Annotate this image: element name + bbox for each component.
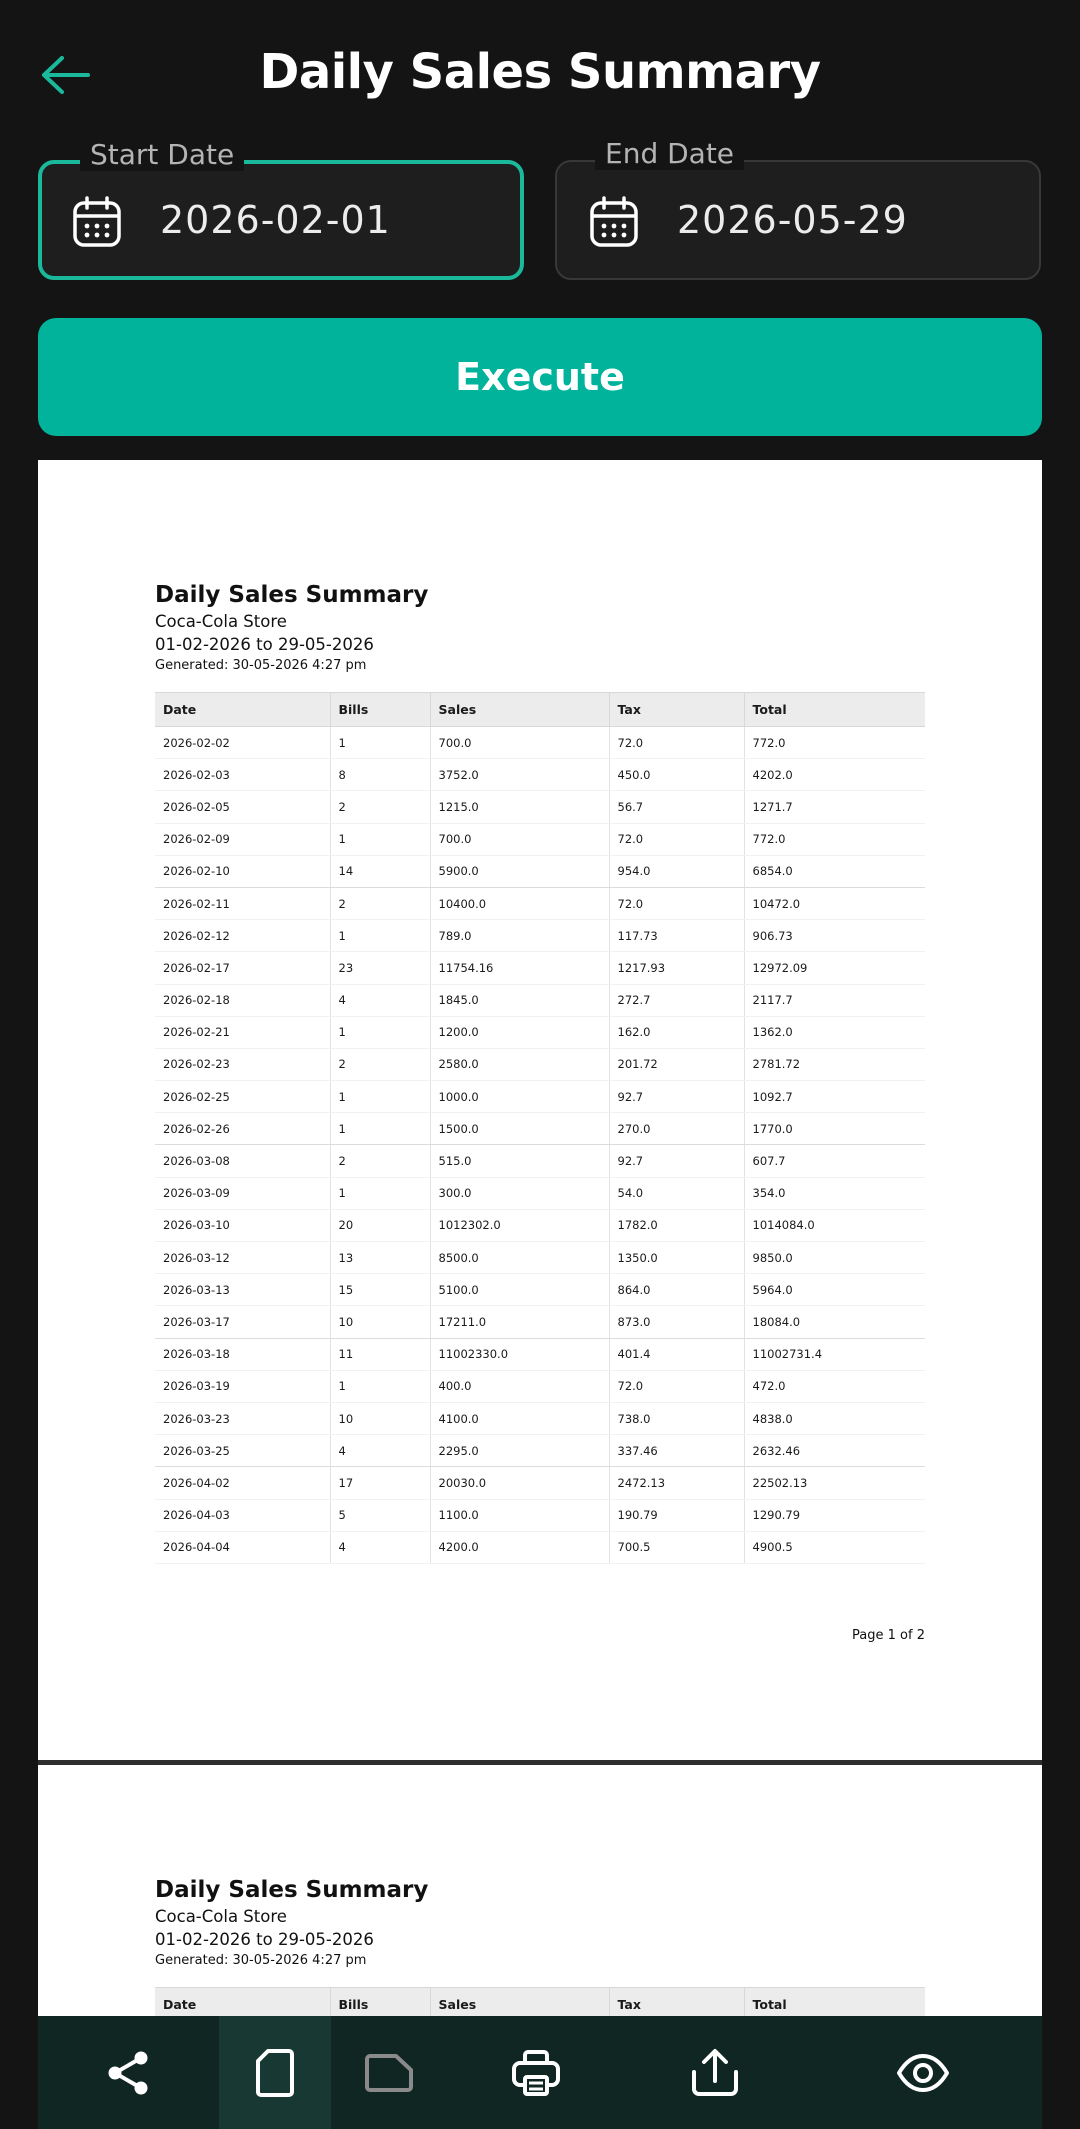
table-row: [155, 1499, 925, 1531]
preview-button[interactable]: [804, 2016, 1042, 2129]
report-generated: Generated: 30-05-2026 4:27 pm: [155, 1953, 367, 1968]
table-cell: 2026-03-18: [155, 1338, 330, 1370]
start-date-value[interactable]: 2026-02-01: [160, 198, 391, 242]
table-cell: 2632.46: [744, 1435, 925, 1467]
table-cell: 10472.0: [744, 887, 925, 919]
share-icon: [105, 2049, 153, 2097]
app-header: [0, 0, 1080, 150]
table-cell: 2026-03-17: [155, 1306, 330, 1338]
table-row: [155, 1113, 925, 1145]
table-cell: 1: [330, 1370, 430, 1402]
table-cell: 1: [330, 1177, 430, 1209]
table-cell: 1100.0: [430, 1499, 609, 1531]
table-row: [155, 1274, 925, 1306]
table-row: [155, 855, 925, 887]
table-cell: 9850.0: [744, 1242, 925, 1274]
table-cell: 300.0: [430, 1177, 609, 1209]
table-cell: 2026-03-25: [155, 1435, 330, 1467]
share-button[interactable]: [38, 2016, 219, 2129]
table-cell: 873.0: [609, 1306, 744, 1338]
table-row: [155, 1081, 925, 1113]
table-cell: 1014084.0: [744, 1209, 925, 1241]
table-cell: 2295.0: [430, 1435, 609, 1467]
table-cell: 92.7: [609, 1081, 744, 1113]
end-date-label: End Date: [595, 137, 744, 170]
table-cell: 4900.5: [744, 1531, 925, 1563]
table-cell: 201.72: [609, 1048, 744, 1080]
bottom-toolbar: [38, 2016, 1042, 2129]
table-cell: 2026-02-21: [155, 1016, 330, 1048]
table-cell: 2026-02-18: [155, 984, 330, 1016]
table-row: [155, 1145, 925, 1177]
table-cell: 270.0: [609, 1113, 744, 1145]
table-cell: 700.0: [430, 823, 609, 855]
table-cell: 162.0: [609, 1016, 744, 1048]
column-header: Tax: [609, 1988, 744, 2017]
table-row: [155, 984, 925, 1016]
table-cell: 56.7: [609, 791, 744, 823]
table-cell: 20: [330, 1209, 430, 1241]
print-button[interactable]: [446, 2016, 626, 2129]
table-cell: 515.0: [430, 1145, 609, 1177]
table-cell: 2472.13: [609, 1467, 744, 1499]
table-cell: 1770.0: [744, 1113, 925, 1145]
table-cell: 2026-02-12: [155, 920, 330, 952]
report-store: Coca-Cola Store: [155, 1907, 287, 1926]
table-cell: 11754.16: [430, 952, 609, 984]
table-cell: 1: [330, 920, 430, 952]
table-cell: 2117.7: [744, 984, 925, 1016]
table-cell: 17: [330, 1467, 430, 1499]
table-cell: 2026-03-10: [155, 1209, 330, 1241]
table-cell: 5900.0: [430, 855, 609, 887]
table-cell: 472.0: [744, 1370, 925, 1402]
table-cell: 11002731.4: [744, 1338, 925, 1370]
column-header: Total: [744, 1988, 925, 2017]
table-row: [155, 1177, 925, 1209]
table-row: [155, 1370, 925, 1402]
table-cell: 11: [330, 1338, 430, 1370]
landscape-page-icon: [364, 2053, 414, 2093]
table-cell: 2026-02-17: [155, 952, 330, 984]
table-cell: 72.0: [609, 887, 744, 919]
report-store: Coca-Cola Store: [155, 612, 287, 631]
table-cell: 400.0: [430, 1370, 609, 1402]
table-row: [155, 759, 925, 791]
table-cell: 2026-02-11: [155, 887, 330, 919]
table-cell: 1845.0: [430, 984, 609, 1016]
table-row: [155, 1048, 925, 1080]
table-cell: 272.7: [609, 984, 744, 1016]
table-cell: 2026-02-25: [155, 1081, 330, 1113]
table-cell: 5100.0: [430, 1274, 609, 1306]
table-cell: 337.46: [609, 1435, 744, 1467]
table-row: [155, 1467, 925, 1499]
table-cell: 17211.0: [430, 1306, 609, 1338]
table-cell: 2026-02-09: [155, 823, 330, 855]
table-cell: 772.0: [744, 727, 925, 759]
table-cell: 1500.0: [430, 1113, 609, 1145]
table-cell: 401.4: [609, 1338, 744, 1370]
column-header: Bills: [330, 693, 430, 727]
table-cell: 72.0: [609, 727, 744, 759]
table-cell: 2026-03-12: [155, 1242, 330, 1274]
table-cell: 1271.7: [744, 791, 925, 823]
table-cell: 1217.93: [609, 952, 744, 984]
column-header: Bills: [330, 1988, 430, 2017]
table-row: [155, 952, 925, 984]
table-cell: 2026-04-02: [155, 1467, 330, 1499]
report-title: Daily Sales Summary: [155, 582, 429, 608]
table-cell: 1092.7: [744, 1081, 925, 1113]
column-header: Date: [155, 693, 330, 727]
report-title: Daily Sales Summary: [155, 1877, 429, 1903]
calendar-icon: [589, 196, 639, 248]
table-row: [155, 887, 925, 919]
table-row: [155, 727, 925, 759]
print-icon: [511, 2049, 561, 2097]
table-cell: 1: [330, 1081, 430, 1113]
table-cell: 2026-02-26: [155, 1113, 330, 1145]
table-cell: 10: [330, 1306, 430, 1338]
column-header: Date: [155, 1988, 330, 2017]
table-row: [155, 791, 925, 823]
landscape-mode-button[interactable]: [331, 2016, 446, 2129]
table-cell: 18084.0: [744, 1306, 925, 1338]
report-date-range: 01-02-2026 to 29-05-2026: [155, 635, 374, 654]
pdf-preview[interactable]: [38, 460, 1042, 2016]
column-header: Total: [744, 693, 925, 727]
table-cell: 2026-03-08: [155, 1145, 330, 1177]
table-cell: 13: [330, 1242, 430, 1274]
start-date-field[interactable]: [38, 138, 524, 280]
table-cell: 700.0: [430, 727, 609, 759]
table-cell: 1: [330, 727, 430, 759]
end-date-field[interactable]: [555, 137, 1041, 280]
table-row: [155, 1402, 925, 1434]
table-row: [155, 920, 925, 952]
portrait-mode-button[interactable]: [219, 2016, 331, 2129]
table-row: [155, 1016, 925, 1048]
table-cell: 2026-03-23: [155, 1402, 330, 1434]
column-header: Sales: [430, 1988, 609, 2017]
table-cell: 2026-04-03: [155, 1499, 330, 1531]
table-cell: 15: [330, 1274, 430, 1306]
table-cell: 72.0: [609, 823, 744, 855]
column-header: Sales: [430, 693, 609, 727]
table-cell: 2026-04-04: [155, 1531, 330, 1563]
table-cell: 1012302.0: [430, 1209, 609, 1241]
table-cell: 23: [330, 952, 430, 984]
table-row: [155, 1435, 925, 1467]
table-header-row: [155, 1988, 925, 2017]
table-cell: 700.5: [609, 1531, 744, 1563]
report-table: [155, 1987, 925, 2016]
table-cell: 1290.79: [744, 1499, 925, 1531]
start-date-label: Start Date: [80, 138, 244, 171]
table-cell: 3752.0: [430, 759, 609, 791]
table-cell: 772.0: [744, 823, 925, 855]
table-cell: 354.0: [744, 1177, 925, 1209]
table-cell: 2026-02-10: [155, 855, 330, 887]
table-cell: 450.0: [609, 759, 744, 791]
preview-eye-icon: [896, 2053, 950, 2093]
table-cell: 864.0: [609, 1274, 744, 1306]
table-cell: 738.0: [609, 1402, 744, 1434]
export-icon: [690, 2048, 740, 2098]
table-cell: 4: [330, 1531, 430, 1563]
table-cell: 2026-02-02: [155, 727, 330, 759]
table-cell: 2: [330, 1145, 430, 1177]
table-row: [155, 1209, 925, 1241]
report-date-range: 01-02-2026 to 29-05-2026: [155, 1930, 374, 1949]
table-cell: 6854.0: [744, 855, 925, 887]
table-cell: 5: [330, 1499, 430, 1531]
table-cell: 2: [330, 791, 430, 823]
table-cell: 2026-03-09: [155, 1177, 330, 1209]
table-cell: 8500.0: [430, 1242, 609, 1274]
calendar-icon: [72, 196, 122, 248]
table-cell: 2: [330, 1048, 430, 1080]
table-cell: 2026-02-05: [155, 791, 330, 823]
execute-button[interactable]: Execute: [38, 318, 1042, 436]
table-cell: 789.0: [430, 920, 609, 952]
pdf-page-1: [38, 460, 1042, 1760]
table-cell: 2026-03-13: [155, 1274, 330, 1306]
table-cell: 906.73: [744, 920, 925, 952]
table-cell: 14: [330, 855, 430, 887]
page-title: Daily Sales Summary: [259, 44, 821, 100]
table-cell: 607.7: [744, 1145, 925, 1177]
table-cell: 12972.09: [744, 952, 925, 984]
table-cell: 117.73: [609, 920, 744, 952]
table-cell: 1000.0: [430, 1081, 609, 1113]
page-number: Page 1 of 2: [852, 1628, 925, 1643]
table-row: [155, 1242, 925, 1274]
table-cell: 1: [330, 1113, 430, 1145]
table-cell: 54.0: [609, 1177, 744, 1209]
table-cell: 4200.0: [430, 1531, 609, 1563]
table-row: [155, 823, 925, 855]
table-cell: 2026-02-03: [155, 759, 330, 791]
portrait-page-icon: [255, 2048, 295, 2098]
table-cell: 4: [330, 1435, 430, 1467]
table-cell: 2026-02-23: [155, 1048, 330, 1080]
table-cell: 72.0: [609, 1370, 744, 1402]
report-header: [155, 1875, 428, 1970]
table-cell: 20030.0: [430, 1467, 609, 1499]
column-header: Tax: [609, 693, 744, 727]
end-date-value[interactable]: 2026-05-29: [677, 198, 908, 242]
table-cell: 1: [330, 823, 430, 855]
table-cell: 92.7: [609, 1145, 744, 1177]
pdf-page-2: [38, 1765, 1042, 2016]
table-header-row: [155, 693, 925, 727]
table-cell: 11002330.0: [430, 1338, 609, 1370]
report-table-body: [155, 727, 925, 1564]
table-cell: 4202.0: [744, 759, 925, 791]
report-header: [155, 580, 428, 675]
table-cell: 190.79: [609, 1499, 744, 1531]
table-row: [155, 1306, 925, 1338]
table-row: [155, 1338, 925, 1370]
table-cell: 1200.0: [430, 1016, 609, 1048]
table-cell: 2: [330, 887, 430, 919]
export-button[interactable]: [626, 2016, 804, 2129]
table-cell: 1782.0: [609, 1209, 744, 1241]
table-cell: 5964.0: [744, 1274, 925, 1306]
table-cell: 1362.0: [744, 1016, 925, 1048]
table-cell: 954.0: [609, 855, 744, 887]
table-cell: 1350.0: [609, 1242, 744, 1274]
table-cell: 22502.13: [744, 1467, 925, 1499]
table-cell: 4100.0: [430, 1402, 609, 1434]
table-cell: 4: [330, 984, 430, 1016]
table-cell: 2026-03-19: [155, 1370, 330, 1402]
report-generated: Generated: 30-05-2026 4:27 pm: [155, 658, 367, 673]
table-cell: 10: [330, 1402, 430, 1434]
table-row: [155, 1531, 925, 1563]
table-cell: 8: [330, 759, 430, 791]
table-cell: 4838.0: [744, 1402, 925, 1434]
table-cell: 10400.0: [430, 887, 609, 919]
table-cell: 1215.0: [430, 791, 609, 823]
table-cell: 2781.72: [744, 1048, 925, 1080]
table-cell: 1: [330, 1016, 430, 1048]
table-cell: 2580.0: [430, 1048, 609, 1080]
report-table: [155, 692, 925, 1564]
